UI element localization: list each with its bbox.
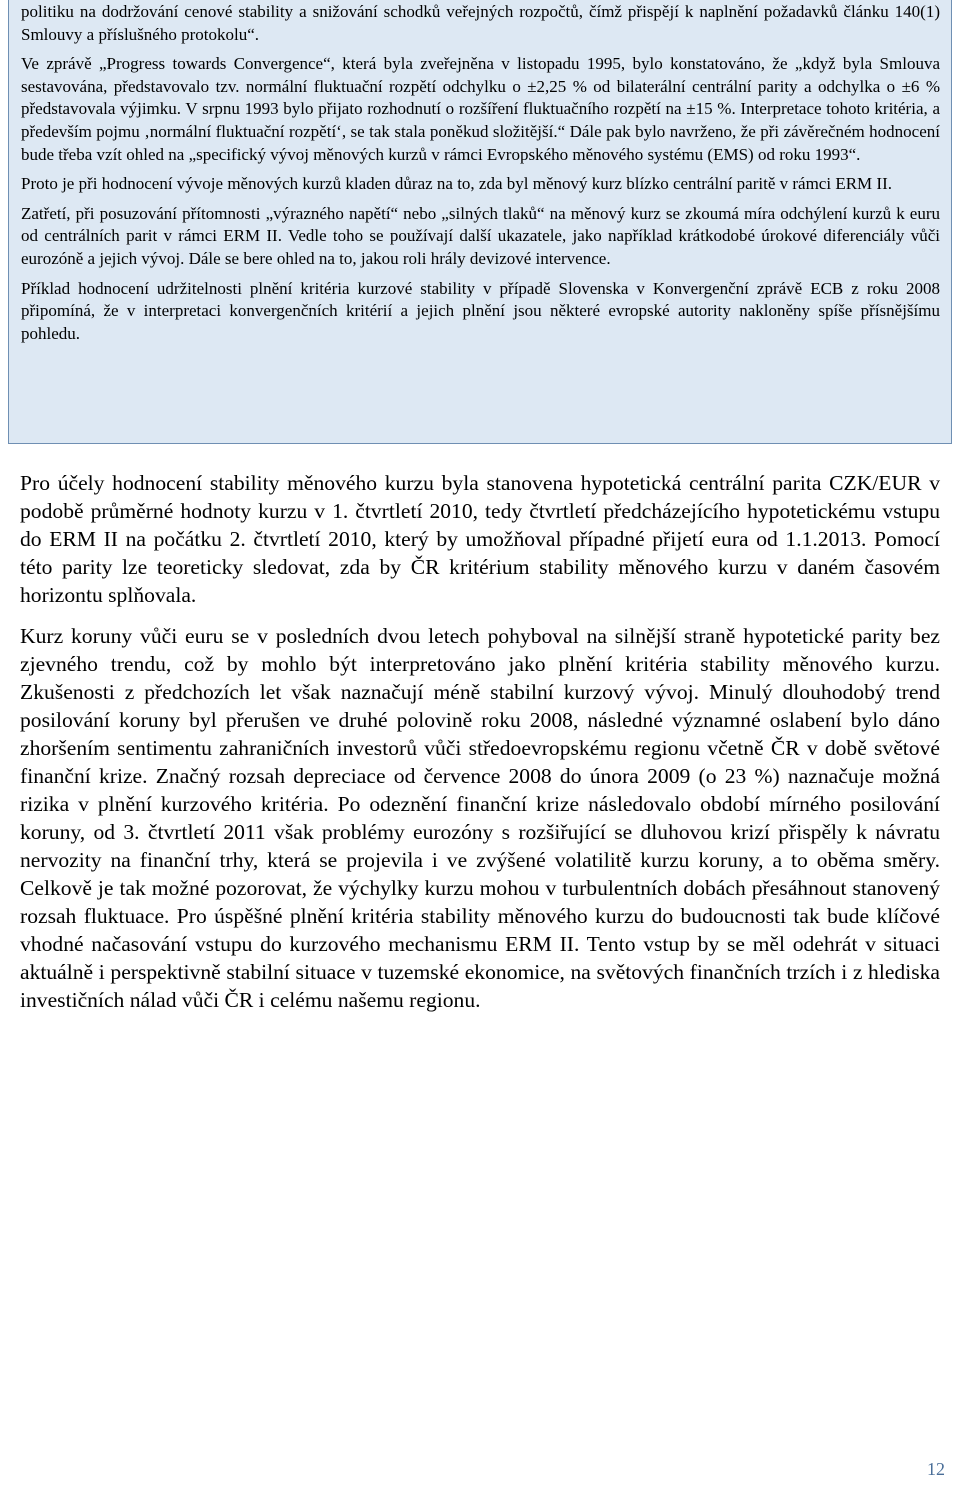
box-paragraph: Ve zprávě „Progress towards Convergence“, která byla zveřejněna v listopadu 1995, bylo konstatováno, že „když byla Smlouva sestavována, představovalo tzv. normální fluktuační rozpětí odchylku o ±2,25 % od bilaterální centrální parity a odchylka o ±6 % představovala výjimku. V srpnu 1993 bylo přijato rozhodnutí o rozšíření fluktuačního rozpětí na ±15 %. Interpretace tohoto kritéria, a především pojmu ‚normální fluktuační rozpětí‘, se tak stala poněkud složitější.“ Dále pak bylo navrženo, že při závěrečném hodnocení bude třeba vzít ohled na „specifický vývoj měnových kurzů v rámci Evropského měnového systému (EMS) od roku 1993“. — [21, 54, 940, 164]
main-text — [20, 469, 940, 1027]
box-paragraph: Zatřetí, při posuzování přítomnosti „výrazného napětí“ nebo „silných tlaků“ na měnový kurz se zkoumá míra odchýlení kurzů k euru od centrálních parit v rámci ERM II. Vedle toho se používají další ukazatele, jako například krátkodobé úrokové diferenciály vůči eurozóně a jejich vývoj. Dále se bere ohled na to, jakou roli hrály devizové intervence. — [21, 203, 940, 268]
body-paragraph: Pro účely hodnocení stability měnového kurzu byla stanovena hypotetická centrální parita CZK/EUR v podobě průměrné hodnoty kurzu v 1. čtvrtletí 2010, tedy čtvrtletí předcházejícího hypotetickému vstupu do ERM II na počátku 2. čtvrtletí 2010, který by umožňoval případné přijetí eura od 1.1.2013. Pomocí této parity lze teoreticky sledovat, zda by ČR kritérium stability měnového kurzu v daném časovém horizontu splňovala. — [20, 471, 940, 607]
box-paragraph: Příklad hodnocení udržitelnosti plnění kritéria kurzové stability v případě Slovenska v Konvergenční zprávě ECB z roku 2008 připomíná, že v interpretaci konvergenčních kritérií a jejich plnění jsou některé evropské autority nakloněny spíše přísnějšímu pohledu. — [21, 278, 940, 343]
box-paragraph: Proto je při hodnocení vývoje měnových kurzů kladen důraz na to, zda byl měnový kurz blízko centrální paritě v rámci ERM II. — [21, 174, 892, 194]
highlight-box — [8, 0, 952, 444]
box-paragraph: politiku na dodržování cenové stability a snižování schodků veřejných rozpočtů, čímž přispějí k naplnění požadavků článku 140(1) Smlouvy a příslušného protokolu“. — [21, 2, 940, 44]
page-number: 12 — [927, 1459, 945, 1479]
body-paragraph: Kurz koruny vůči euru se v posledních dvou letech pohyboval na silnější straně hypotetické parity bez zjevného trendu, což by mohlo být interpretováno jako plnění kritéria stability měnového kurzu. Zkušenosti z předchozích let však naznačují méně stabilní kurzový vývoj. Minulý dlouhodobý trend posilování koruny byl přerušen ve druhé polovině roku 2008, následné významné oslabení bylo dáno zhoršením sentimentu zahraničních investorů vůči středoevropskému regionu včetně ČR v době světové finanční krize. Značný rozsah depreciace od července 2008 do února 2009 (o 23 %) naznačuje možná rizika v plnění kurzového kritéria. Po odeznění finanční krize následovalo období mírného posilování koruny, od 3. čtvrtletí 2011 však problémy eurozóny s rozšiřující se dluhovou krizí přispěly k návratu nervozity na finanční trhy, která se projevila i ve zvýšené volatilitě kurzu koruny, a to oběma směry. Celkově je tak možné pozorovat, že výchylky kurzu mohou v turbulentních dobách přesáhnout stanovený rozsah fluktuace. Pro úspěšné plnění kritéria stability měnového kurzu do budoucnosti tak bude klíčové vhodné načasování vstupu do kurzového mechanismu ERM II. Tento vstup by se měl odehrát v situaci aktuálně i perspektivně stabilní situace v tuzemské ekonomice, na světových finančních trzích i z hlediska investičních nálad vůči ČR i celému našemu regionu. — [20, 624, 940, 1012]
